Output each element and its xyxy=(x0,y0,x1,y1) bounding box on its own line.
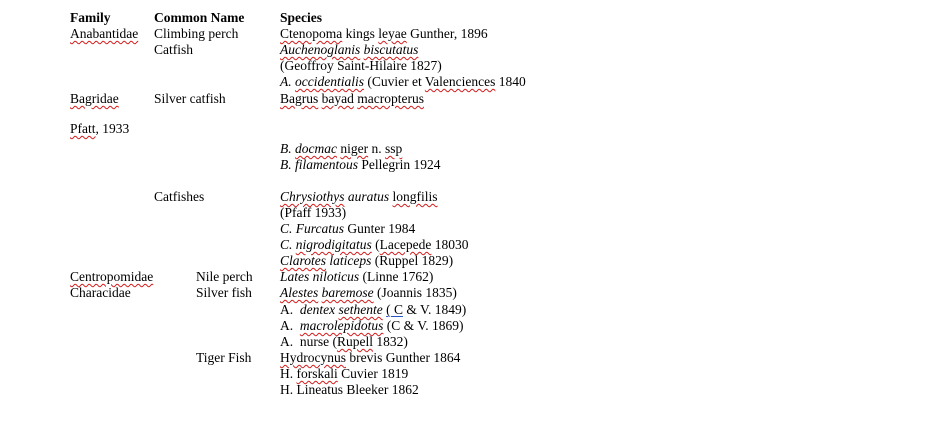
text-fragment: macropterus xyxy=(357,91,424,106)
species-entry xyxy=(280,74,526,90)
common-name: Catfishes xyxy=(154,189,205,204)
text-fragment: dentex xyxy=(299,302,336,317)
family-bagridae xyxy=(70,91,119,107)
text-fragment: occidentialis xyxy=(295,74,364,89)
text-fragment: C. xyxy=(280,237,296,252)
text-fragment: bayad xyxy=(321,91,354,106)
text-fragment: Chrysiothys xyxy=(280,189,345,204)
header-family: Family xyxy=(70,10,111,25)
common-name: Catfish xyxy=(154,42,193,57)
text-fragment: (Linne 1762) xyxy=(359,269,434,284)
species-entry xyxy=(280,141,402,157)
species-entry xyxy=(280,221,415,237)
text-fragment: (Cuvier et xyxy=(363,74,425,89)
text-fragment: nigrodigitatus xyxy=(295,237,372,252)
text-fragment: Anabantidae xyxy=(70,26,139,41)
family-note xyxy=(70,121,129,137)
text-fragment: auratus xyxy=(347,189,390,204)
family-anabantidae xyxy=(70,26,138,42)
text-fragment: macrolepidotus xyxy=(299,318,384,333)
text-fragment: baremose xyxy=(321,285,374,300)
text-fragment: A. xyxy=(280,302,300,317)
text-fragment: n. xyxy=(368,141,385,156)
text-fragment: Rupell xyxy=(337,334,373,349)
text-fragment: B. filamentous xyxy=(280,157,358,172)
text-fragment: sethente xyxy=(338,302,383,317)
species-entry xyxy=(280,237,469,253)
text-fragment: Bagridae xyxy=(70,91,119,106)
text-fragment: A. nurse ( xyxy=(280,334,337,349)
text-fragment: ( xyxy=(371,237,380,252)
common-name: Nile perch xyxy=(196,269,253,284)
text-fragment: & V. 1849) xyxy=(402,302,467,317)
text-fragment: biscutatus xyxy=(363,42,419,57)
common-name: Silver fish xyxy=(196,285,252,300)
species-entry xyxy=(280,189,438,205)
text-fragment: ssp xyxy=(384,141,403,156)
species-entry xyxy=(280,26,488,42)
text-fragment: A. xyxy=(280,318,300,333)
header-species: Species xyxy=(280,10,322,25)
species-entry xyxy=(280,253,453,269)
text-fragment: (Joannis 1835) xyxy=(373,285,457,300)
text-fragment: A. xyxy=(280,74,295,89)
text-fragment: Cuvier 1819 xyxy=(337,366,409,381)
text-fragment: H. xyxy=(280,366,297,381)
family-characidae: Characidae xyxy=(70,285,131,300)
text-fragment: Centropomidae xyxy=(70,269,154,284)
text-fragment: Gunter 1984 xyxy=(344,221,416,236)
species-entry xyxy=(280,318,464,334)
species-entry xyxy=(280,42,418,58)
text-fragment: (C & V. 1869) xyxy=(383,318,464,333)
text-fragment: Pfatt xyxy=(70,121,96,136)
text-fragment: Bagrus xyxy=(280,91,319,106)
text-fragment: longfilis xyxy=(392,189,438,204)
species-entry: H. Lineatus Bleeker 1862 xyxy=(280,382,419,397)
species-entry xyxy=(280,269,433,285)
species-entry xyxy=(280,91,424,107)
text-fragment: forskali xyxy=(296,366,338,381)
text-fragment: Lacepede xyxy=(379,237,432,252)
species-entry xyxy=(280,334,408,350)
text-fragment: Valenciences xyxy=(424,74,496,89)
species-entry xyxy=(280,366,408,382)
common-name: Silver catfish xyxy=(154,91,226,106)
text-fragment: Clarotes xyxy=(280,253,327,268)
text-fragment: Lates niloticus xyxy=(280,269,360,284)
text-fragment: laticeps xyxy=(326,253,372,268)
text-fragment: ( C xyxy=(386,302,403,317)
text-fragment: Hydrocynus xyxy=(280,350,346,365)
text-fragment: 18030 xyxy=(431,237,469,252)
species-entry xyxy=(280,285,457,301)
text-fragment: Auchenoglanis xyxy=(280,42,361,57)
common-name: Tiger Fish xyxy=(196,350,252,365)
species-author: (Geoffroy Saint-Hilaire 1827) xyxy=(280,58,442,73)
text-fragment: Alestes xyxy=(280,285,319,300)
header-common-name: Common Name xyxy=(154,10,245,25)
text-fragment: , 1933 xyxy=(95,121,130,136)
species-entry xyxy=(280,350,460,366)
family-centropomidae xyxy=(70,269,153,285)
text-fragment: kings xyxy=(342,26,379,41)
species-author: (Pfaff 1933) xyxy=(280,205,347,220)
text-fragment: leyae xyxy=(378,26,407,41)
text-fragment: 1832) xyxy=(373,334,408,349)
text-fragment: C. Furcatus xyxy=(280,221,344,236)
text-fragment: Gunther, 1896 xyxy=(406,26,488,41)
text-fragment: brevis Gunther 1864 xyxy=(346,350,461,365)
text-fragment: niger xyxy=(340,141,369,156)
text-fragment: 1840 xyxy=(495,74,526,89)
text-fragment: Ctenopoma xyxy=(280,26,343,41)
text-fragment: B. xyxy=(280,141,295,156)
species-entry xyxy=(280,302,466,318)
species-entry xyxy=(280,157,441,173)
text-fragment: Pellegrin 1924 xyxy=(358,157,441,172)
text-fragment: docmac xyxy=(295,141,337,156)
text-fragment: (Ruppel 1829) xyxy=(371,253,454,268)
common-name: Climbing perch xyxy=(154,26,239,41)
